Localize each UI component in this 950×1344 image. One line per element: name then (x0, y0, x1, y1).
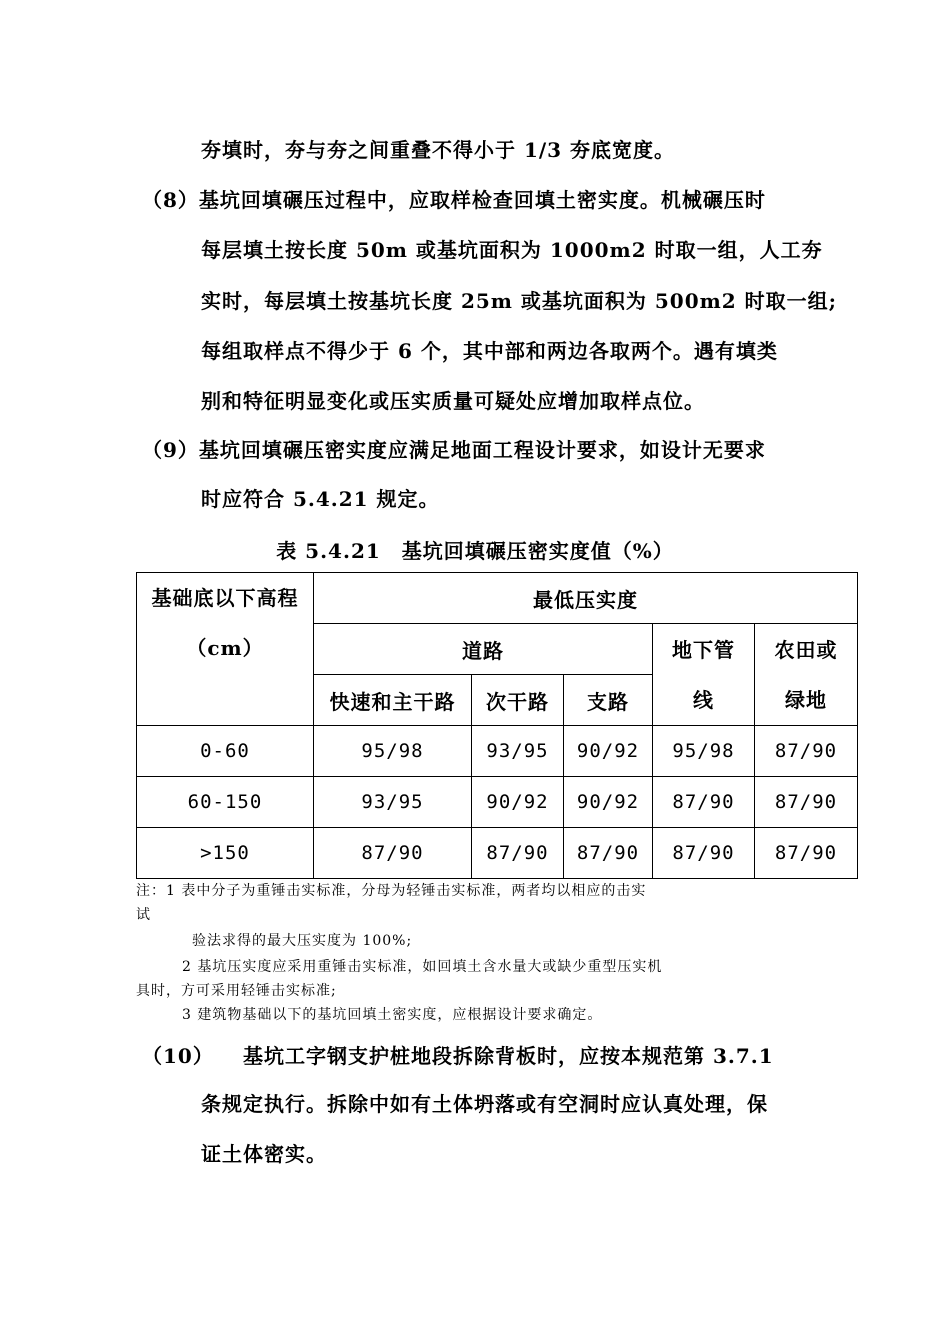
header-elevation (137, 573, 314, 726)
body-line-4: 实时，每层填土按基坑长度 25m 或基坑面积为 500m2 时取一组; (201, 289, 838, 313)
cell-pipeline: 87/90 (653, 777, 755, 828)
header-min-compaction: 最低压实度 (314, 573, 858, 624)
cell-expressway: 93/95 (314, 777, 472, 828)
header-elevation-unit: （cm） (186, 636, 264, 660)
note-line-3: 验法求得的最大压实度为 100%; (192, 933, 413, 949)
item-10-line-1: 基坑工字钢支护桩地段拆除背板时，应按本规范第 3.7.1 (243, 1044, 774, 1068)
header-secondary-road: 次干路 (472, 675, 564, 726)
cell-pipeline: 95/98 (653, 726, 755, 777)
item-10-number: （10） (142, 1044, 214, 1068)
body-line-5: 每组取样点不得少于 6 个，其中部和两边各取两个。遇有填类 (201, 339, 778, 363)
header-farmland-line1: 农田或 (774, 637, 838, 662)
note-line-2: 试 (136, 907, 151, 923)
cell-secondary: 93/95 (472, 726, 564, 777)
cell-branch: 87/90 (564, 828, 653, 879)
cell-secondary: 90/92 (472, 777, 564, 828)
note-line-5: 具时，方可采用轻锤击实标准; (136, 983, 337, 999)
header-road: 道路 (314, 624, 653, 675)
cell-farmland: 87/90 (755, 777, 858, 828)
cell-pipeline: 87/90 (653, 828, 755, 879)
item-10-line-2: 条规定执行。拆除中如有土体坍落或有空洞时应认真处理，保 (201, 1092, 768, 1116)
cell-farmland: 87/90 (755, 828, 858, 879)
note-line-6: 3 建筑物基础以下的基坑回填土密实度，应根据设计要求确定。 (182, 1007, 603, 1023)
table-row (137, 777, 858, 828)
body-line-1: 夯填时，夯与夯之间重叠不得小于 1/3 夯底宽度。 (201, 138, 676, 162)
table-caption: 表 5.4.21 基坑回填碾压密实度值（%） (276, 539, 674, 563)
body-line-6: 别和特征明显变化或压实质量可疑处应增加取样点位。 (201, 389, 705, 413)
note-line-4: 2 基坑压实度应采用重锤击实标准，如回填土含水量大或缺少重型压实机 (182, 959, 663, 975)
header-pipeline (653, 624, 755, 726)
cell-expressway: 95/98 (314, 726, 472, 777)
cell-farmland: 87/90 (755, 726, 858, 777)
table-row (137, 828, 858, 879)
header-farmland-line2: 绿地 (785, 687, 828, 712)
item-10-line-3: 证土体密实。 (201, 1142, 327, 1166)
cell-expressway: 87/90 (314, 828, 472, 879)
row-elevation: >150 (137, 828, 314, 879)
header-pipeline-line2: 线 (693, 687, 714, 712)
body-line-3: 每层填土按长度 50m 或基坑面积为 1000m2 时取一组，人工夯 (201, 238, 823, 262)
header-branch-road: 支路 (564, 675, 653, 726)
header-expressway: 快速和主干路 (314, 675, 472, 726)
table-row (137, 726, 858, 777)
cell-branch: 90/92 (564, 777, 653, 828)
header-pipeline-line1: 地下管 (672, 637, 735, 662)
header-elevation-label: 基础底以下高程 (151, 586, 299, 610)
body-line-2: （8）基坑回填碾压过程中，应取样检查回填土密实度。机械碾压时 (142, 188, 766, 212)
cell-secondary: 87/90 (472, 828, 564, 879)
cell-branch: 90/92 (564, 726, 653, 777)
compaction-table (136, 572, 858, 879)
note-line-1: 注：1 表中分子为重锤击实标准，分母为轻锤击实标准，两者均以相应的击实 (136, 883, 647, 899)
body-line-7: （9）基坑回填碾压密实度应满足地面工程设计要求，如设计无要求 (142, 438, 766, 462)
header-farmland (755, 624, 858, 726)
body-line-8: 时应符合 5.4.21 规定。 (201, 487, 440, 511)
row-elevation: 0-60 (137, 726, 314, 777)
row-elevation: 60-150 (137, 777, 314, 828)
